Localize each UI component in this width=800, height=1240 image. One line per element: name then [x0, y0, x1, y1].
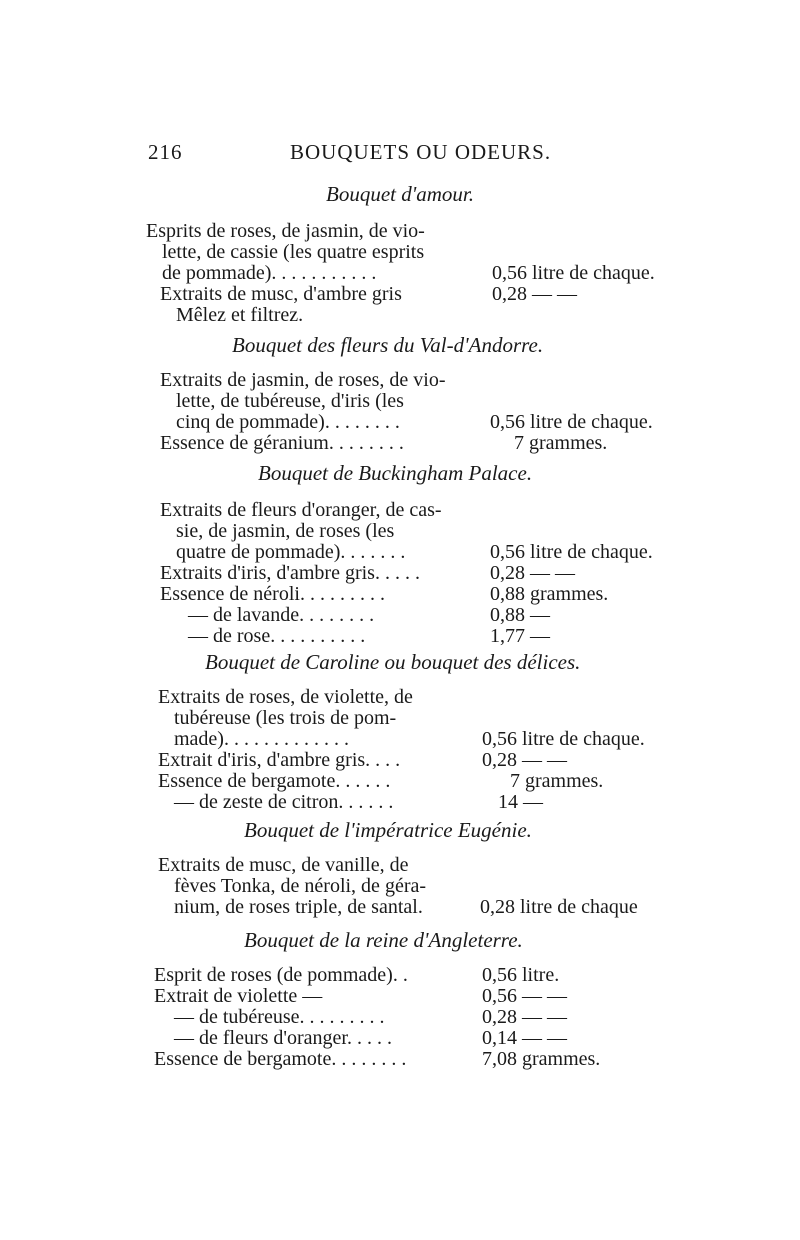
recipe-quantity: 0,28 — —: [482, 1006, 567, 1028]
recipe-quantity: 1,77 —: [490, 625, 550, 647]
recipe-line: tubéreuse (les trois de pom-: [174, 707, 397, 729]
recipe-line: Essence de géranium. . . . . . . .: [160, 432, 404, 454]
recipe-quantity: 0,28 — —: [492, 283, 577, 305]
recipe-line: Extraits de fleurs d'oranger, de cas-: [160, 499, 442, 521]
recipe-quantity: 0,88 grammes.: [490, 583, 609, 605]
recipe-line: sie, de jasmin, de roses (les: [176, 520, 395, 542]
recipe-line: nium, de roses triple, de santal.: [174, 896, 423, 918]
recipe-line: — de zeste de citron. . . . . .: [174, 791, 394, 813]
recipe-quantity: 14 —: [498, 791, 543, 813]
recipe-line: — de fleurs d'oranger. . . . .: [174, 1027, 392, 1049]
recipe-line: Extraits de roses, de violette, de: [158, 686, 413, 708]
recipe-line: Extraits d'iris, d'ambre gris. . . . .: [160, 562, 420, 584]
recipe-quantity: 0,28 — —: [490, 562, 575, 584]
recipe-line: de pommade). . . . . . . . . . .: [162, 262, 377, 284]
recipe-quantity: 0,28 litre de chaque: [480, 896, 638, 918]
recipe-line: cinq de pommade). . . . . . . .: [176, 411, 400, 433]
recipe-line: made). . . . . . . . . . . . .: [174, 728, 349, 750]
recipe-line: Extrait de violette —: [154, 985, 323, 1007]
recipe-line: lette, de cassie (les quatre esprits: [162, 241, 425, 263]
recipe-quantity: 0,14 — —: [482, 1027, 567, 1049]
running-header: [148, 140, 668, 170]
recipe-line: Essence de néroli. . . . . . . . .: [160, 583, 385, 605]
recipe-title: Bouquet de Caroline ou bouquet des délices.: [205, 650, 581, 674]
recipe-line: Extraits de musc, d'ambre gris: [160, 283, 402, 305]
recipe-line: Essence de bergamote. . . . . . . .: [154, 1048, 407, 1070]
recipe-line: Mêlez et filtrez.: [176, 304, 304, 326]
recipe-quantity: 0,56 litre de chaque.: [490, 411, 653, 433]
recipe-title: Bouquet des fleurs du Val-d'Andorre.: [232, 333, 544, 357]
recipe-line: Essence de bergamote. . . . . .: [158, 770, 391, 792]
recipe-line: — de rose. . . . . . . . . .: [188, 625, 366, 647]
recipe-quantity: 7 grammes.: [514, 432, 608, 454]
recipe-quantity: 7,08 grammes.: [482, 1048, 601, 1070]
recipe-title: Bouquet de l'impératrice Eugénie.: [244, 818, 532, 842]
recipe-title: Bouquet d'amour.: [326, 182, 474, 206]
recipe-quantity: 0,56 litre de chaque.: [492, 262, 655, 284]
recipe-line: Extraits de musc, de vanille, de: [158, 854, 409, 876]
recipe-quantity: 0,56 litre de chaque.: [482, 728, 645, 750]
recipe-line: Esprits de roses, de jasmin, de vio-: [146, 220, 425, 242]
page-title: BOUQUETS OU ODEURS.: [290, 140, 552, 164]
recipe-line: quatre de pommade). . . . . . .: [176, 541, 406, 563]
recipe-quantity: 0,28 — —: [482, 749, 567, 771]
recipe-line: Extrait d'iris, d'ambre gris. . . .: [158, 749, 401, 771]
recipe-title: Bouquet de la reine d'Angleterre.: [244, 928, 523, 952]
recipe-line: — de lavande. . . . . . . .: [188, 604, 375, 626]
recipe-title: Bouquet de Buckingham Palace.: [258, 461, 533, 485]
recipe-quantity: 0,88 —: [490, 604, 550, 626]
recipe-quantity: 0,56 litre.: [482, 964, 560, 986]
recipe-line: fèves Tonka, de néroli, de géra-: [174, 875, 427, 897]
recipe-line: Extraits de jasmin, de roses, de vio-: [160, 369, 446, 391]
recipe-quantity: 0,56 litre de chaque.: [490, 541, 653, 563]
recipe-line: lette, de tubéreuse, d'iris (les: [176, 390, 404, 412]
recipe-line: — de tubéreuse. . . . . . . . .: [174, 1006, 385, 1028]
recipe-line: Esprit de roses (de pommade). .: [154, 964, 408, 986]
recipe-quantity: 7 grammes.: [510, 770, 604, 792]
page-number: 216: [148, 140, 183, 164]
recipe-quantity: 0,56 — —: [482, 985, 567, 1007]
